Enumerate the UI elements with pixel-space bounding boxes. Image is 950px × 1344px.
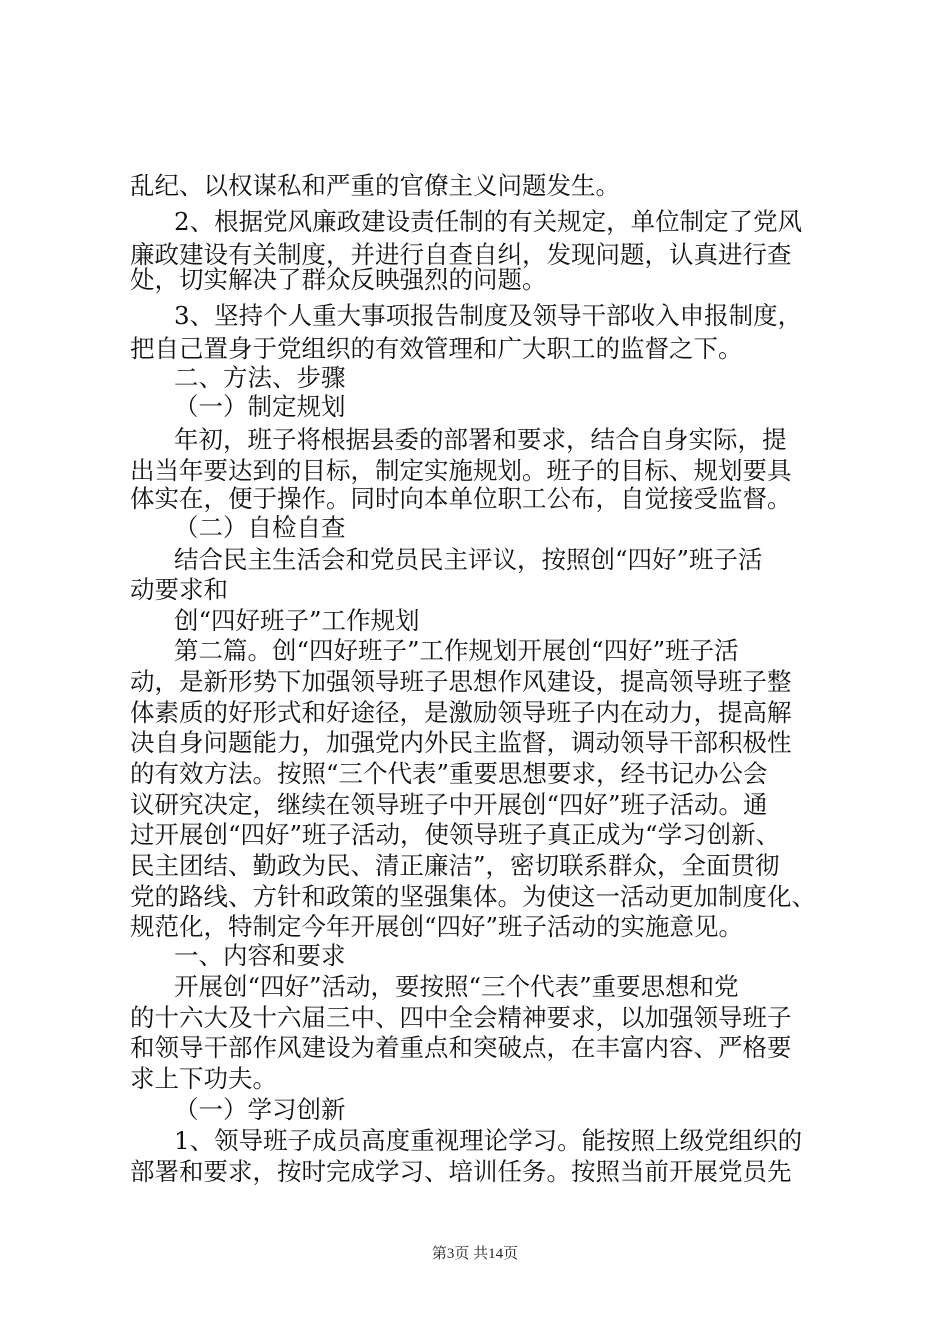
text-line: 过开展创“四好”班子活动，使领导班子真正成为“学习创新、 — [130, 820, 781, 849]
page-number-footer: 第3页 共14页 — [431, 1246, 519, 1262]
text-line: 部署和要求，按时完成学习、培训任务。按照当前开展党员先 — [130, 1157, 792, 1186]
text-line: 开展创“四好”活动，要按照“三个代表”重要思想和党 — [174, 972, 739, 1001]
section-heading: 一、内容和要求 — [174, 941, 346, 970]
text-line: 动，是新形势下加强领导班子思想作风建设，提高领导班子整 — [130, 667, 792, 696]
text-line: 3、坚持个人重大事项报告制度及领导干部收入申报制度， — [174, 301, 803, 330]
text-line: 乱纪、以权谋私和严重的官僚主义问题发生。 — [130, 171, 620, 200]
text-line: 民主团结、勤政为民、清正廉洁”，密切联系群众，全面贯彻 — [130, 851, 780, 880]
text-line: 议研究决定，继续在领导班子中开展创“四好”班子活动。通 — [130, 790, 768, 819]
text-line: 1、领导班子成员高度重视理论学习。能按照上级党组织的 — [174, 1126, 803, 1155]
subsection-heading: （二）自检自查 — [174, 513, 346, 542]
document-title: 创“四好班子”工作规划 — [174, 606, 420, 635]
text-line: 处，切实解决了群众反映强烈的问题。 — [130, 265, 547, 294]
text-line: 规范化，特制定今年开展创“四好”班子活动的实施意见。 — [130, 912, 744, 941]
subsection-heading: （一）制定规划 — [174, 392, 346, 421]
text-line: 求上下功夫。 — [130, 1064, 277, 1093]
text-line: 体实在，便于操作。同时向本单位职工公布，自觉接受监督。 — [130, 484, 792, 513]
text-line: 和领导干部作风建设为着重点和突破点，在丰富内容、严格要 — [130, 1033, 792, 1062]
text-line: 的十六大及十六届三中、四中全会精神要求，以加强领导班子 — [130, 1003, 792, 1032]
text-line: 出当年要达到的目标，制定实施规划。班子的目标、规划要具 — [130, 456, 792, 485]
text-line: 结合民主生活会和党员民主评议，按照创“四好”班子活 — [174, 545, 763, 574]
text-line: 第二篇。创“四好班子”工作规划开展创“四好”班子活 — [174, 636, 739, 665]
text-line: 决自身问题能力，加强党内外民主监督，调动领导干部积极性 — [130, 728, 792, 757]
text-line: 把自己置身于党组织的有效管理和广大职工的监督之下。 — [130, 334, 743, 363]
text-line: 年初，班子将根据县委的部署和要求，结合自身实际，提 — [174, 425, 787, 454]
text-line: 2、根据党风廉政建设责任制的有关规定，单位制定了党风 — [174, 207, 803, 236]
text-line: 廉政建设有关制度，并进行自查自纠，发现问题，认真进行查 — [130, 240, 792, 269]
section-heading: 二、方法、步骤 — [174, 363, 346, 392]
subsection-heading: （一）学习创新 — [174, 1095, 346, 1124]
text-line: 体素质的好形式和好途径，是激励领导班子内在动力，提高解 — [130, 698, 792, 727]
text-line: 动要求和 — [130, 575, 228, 604]
text-line: 党的路线、方针和政策的坚强集体。为使这一活动更加制度化、 — [130, 882, 816, 911]
text-line: 的有效方法。按照“三个代表”重要思想要求，经书记办公会 — [130, 759, 768, 788]
